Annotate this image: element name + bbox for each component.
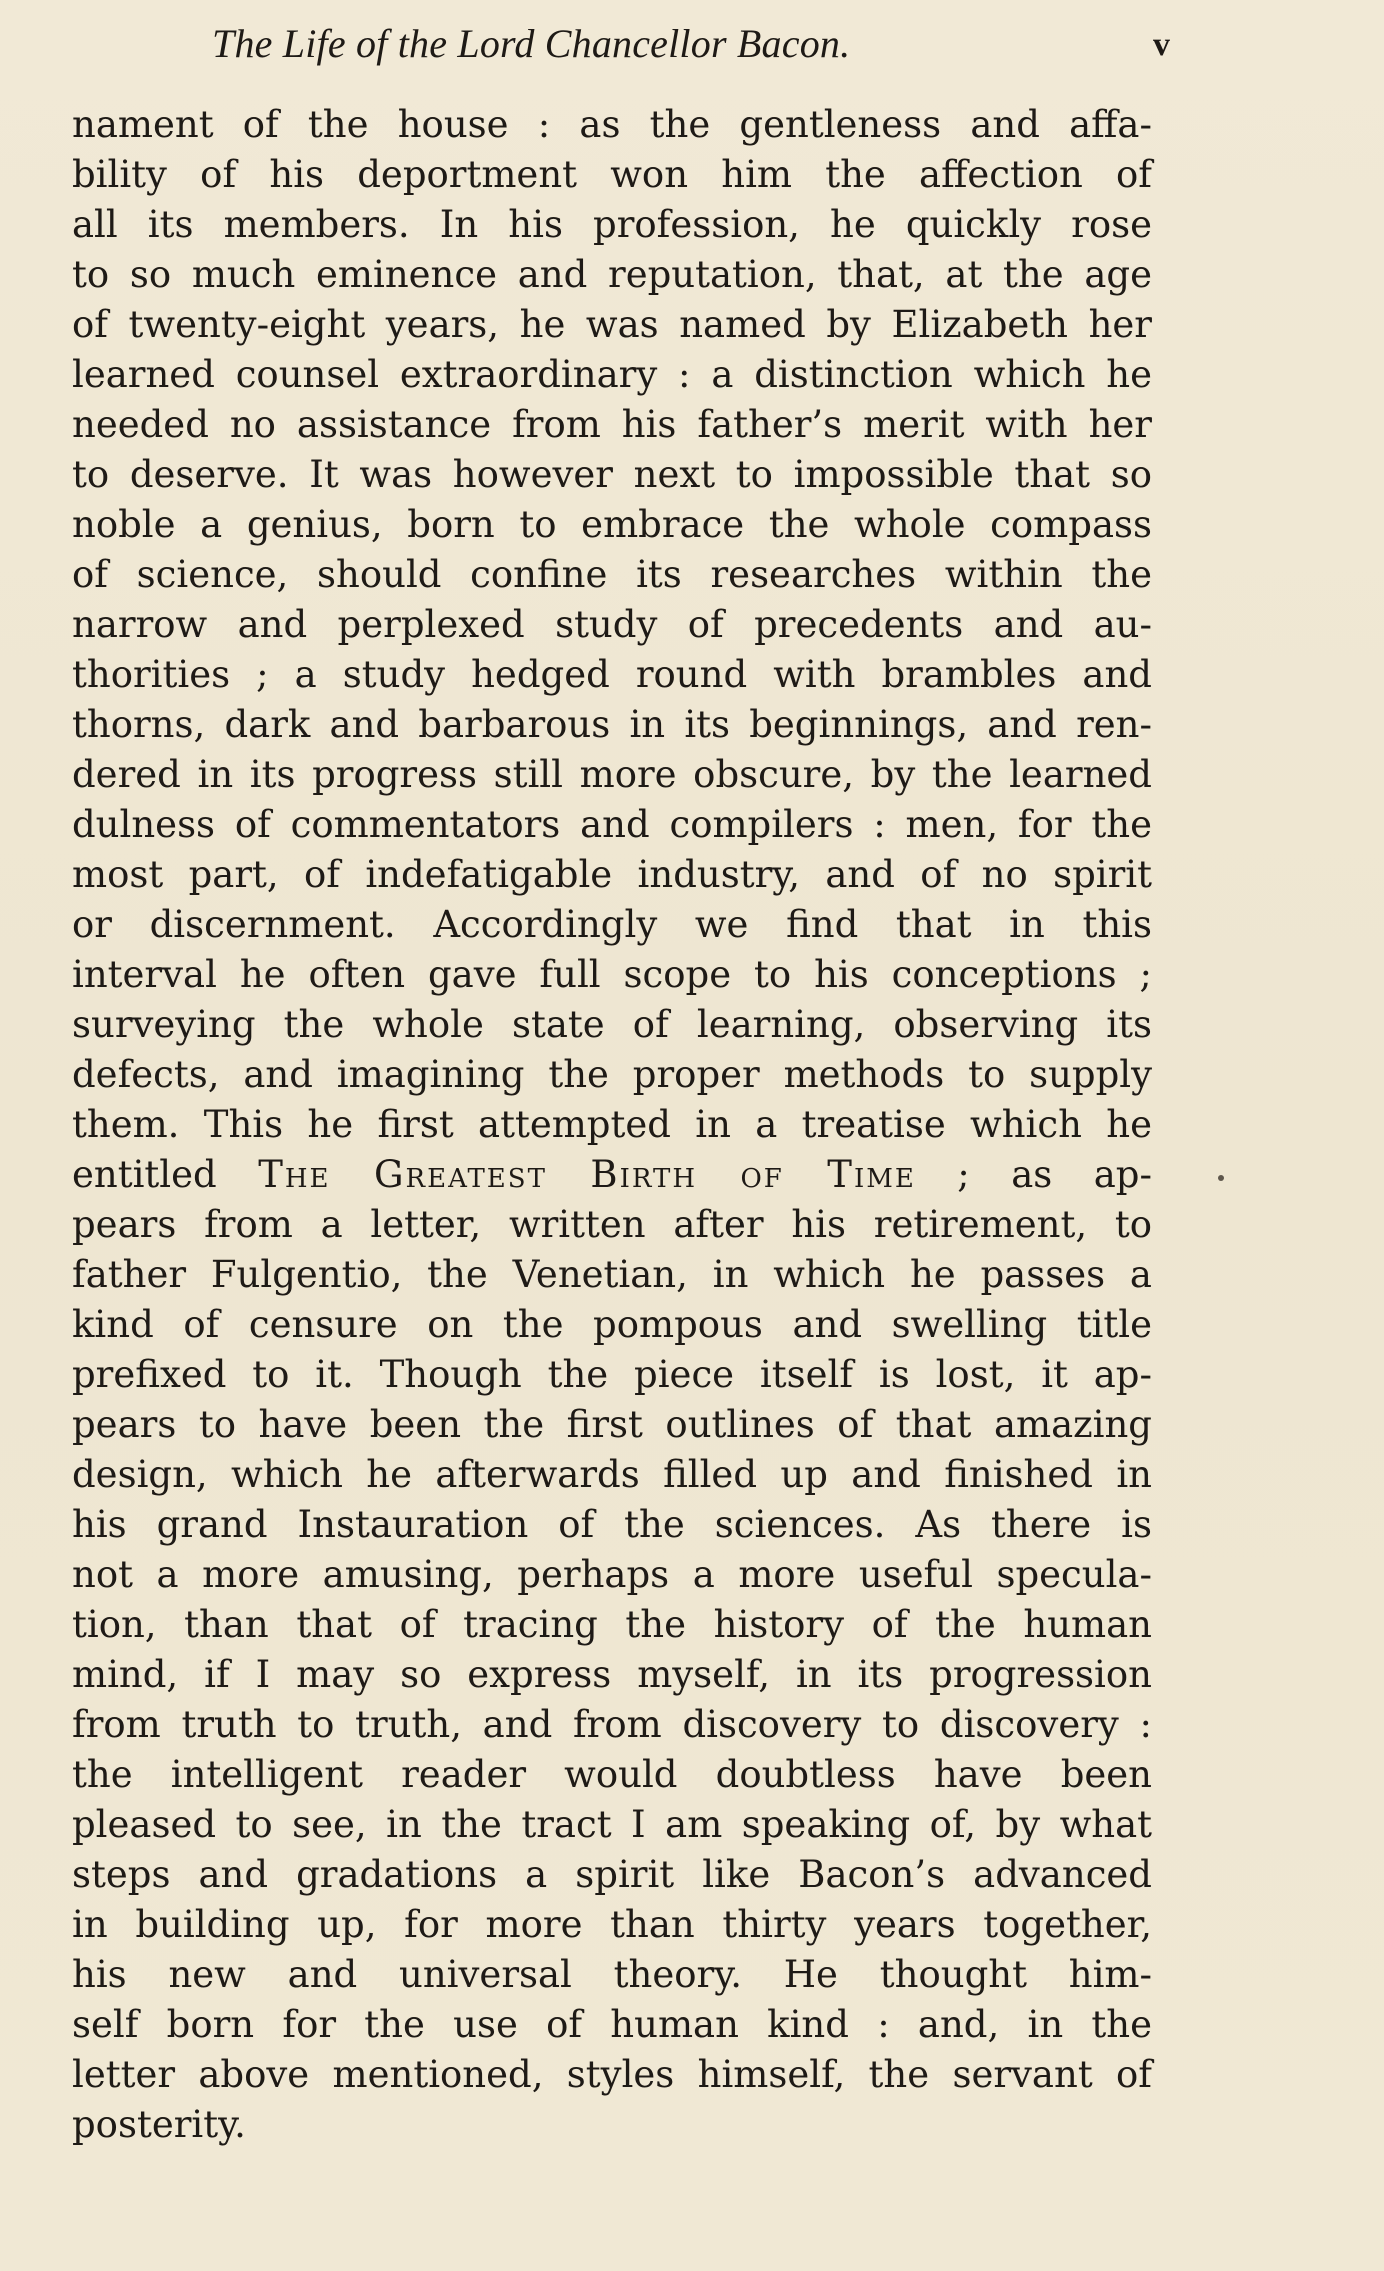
text-line: his new and universal theory. He thought him-	[72, 1953, 1152, 1996]
text-line: most part, of indefatigable industry, and of no spirit	[72, 853, 1152, 896]
text-line: in building up, for more than thirty years together,	[72, 1903, 1152, 1946]
body-text	[72, 100, 1152, 2150]
text-line: design, which he afterwards filled up and finished in	[72, 1453, 1152, 1496]
text-line: nament of the house : as the gentleness and affa-	[72, 103, 1152, 146]
page-number: v	[1153, 26, 1170, 63]
text-line: bility of his deportment won him the affection of	[72, 153, 1152, 196]
text-line: the intelligent reader would doubtless have been	[72, 1753, 1152, 1796]
text-line: tion, than that of tracing the history of the human	[72, 1603, 1152, 1646]
text-line: kind of censure on the pompous and swelling title	[72, 1303, 1152, 1346]
text-line: defects, and imagining the proper methods to supply	[72, 1053, 1152, 1096]
text-line-final: posterity.	[72, 2103, 246, 2146]
text-line: needed no assistance from his father’s merit with her	[72, 403, 1152, 446]
text-line: noble a genius, born to embrace the whole compass	[72, 503, 1152, 546]
text-line: dulness of commentators and compilers : men, for the	[72, 803, 1152, 846]
text-line: from truth to truth, and from discovery to discovery :	[72, 1703, 1152, 1746]
text-line: pears from a letter, written after his retirement, to	[72, 1203, 1152, 1246]
text-line: prefixed to it. Though the piece itself is lost, it ap-	[72, 1353, 1152, 1396]
text-line: interval he often gave full scope to his conceptions ;	[72, 953, 1152, 996]
page-header	[212, 20, 1172, 76]
text-line: pears to have been the first outlines of that amazing	[72, 1403, 1152, 1446]
text-line: letter above mentioned, styles himself, the servant of	[72, 2053, 1152, 2096]
text-line: father Fulgentio, the Venetian, in which he passes a	[72, 1253, 1152, 1296]
text-line: or discernment. Accordingly we find that in this	[72, 903, 1152, 946]
running-title: The Life of the Lord Chancellor Bacon.	[212, 21, 851, 66]
entitled-suffix: ; as ap-	[915, 1153, 1152, 1196]
text-line: his grand Instauration of the sciences. As there is	[72, 1503, 1152, 1546]
text-line: learned counsel extraordinary : a distinction which he	[72, 353, 1152, 396]
text-line: thorns, dark and barbarous in its beginnings, and ren-	[72, 703, 1152, 746]
entitled-prefix: entitled	[72, 1153, 259, 1196]
text-line: of twenty-eight years, he was named by Elizabeth her	[72, 303, 1152, 346]
text-line: them. This he first attempted in a treatise which he	[72, 1103, 1152, 1146]
text-line: all its members. In his profession, he quickly rose	[72, 203, 1152, 246]
text-line: narrow and perplexed study of precedents and au-	[72, 603, 1152, 646]
text-line: thorities ; a study hedged round with brambles and	[72, 653, 1152, 696]
text-line: steps and gradations a spirit like Bacon’s advanced	[72, 1853, 1152, 1896]
text-line: pleased to see, in the tract I am speaking of, by what	[72, 1803, 1152, 1846]
text-line-entitled	[72, 1150, 1152, 1200]
text-line: dered in its progress still more obscure, by the learned	[72, 753, 1152, 796]
text-line: to so much eminence and reputation, that, at the age	[72, 253, 1152, 296]
text-line: not a more amusing, perhaps a more useful specula-	[72, 1553, 1152, 1596]
text-line: surveying the whole state of learning, observing its	[72, 1003, 1152, 1046]
text-line: mind, if I may so express myself, in its progression	[72, 1653, 1152, 1696]
text-line: to deserve. It was however next to impossible that so	[72, 453, 1152, 496]
text-line: of science, should confine its researches within the	[72, 553, 1152, 596]
treatise-title: The Greatest Birth of Time	[258, 1153, 916, 1196]
text-line: self born for the use of human kind : and, in the	[72, 2003, 1152, 2046]
ink-speck	[1218, 1175, 1224, 1181]
